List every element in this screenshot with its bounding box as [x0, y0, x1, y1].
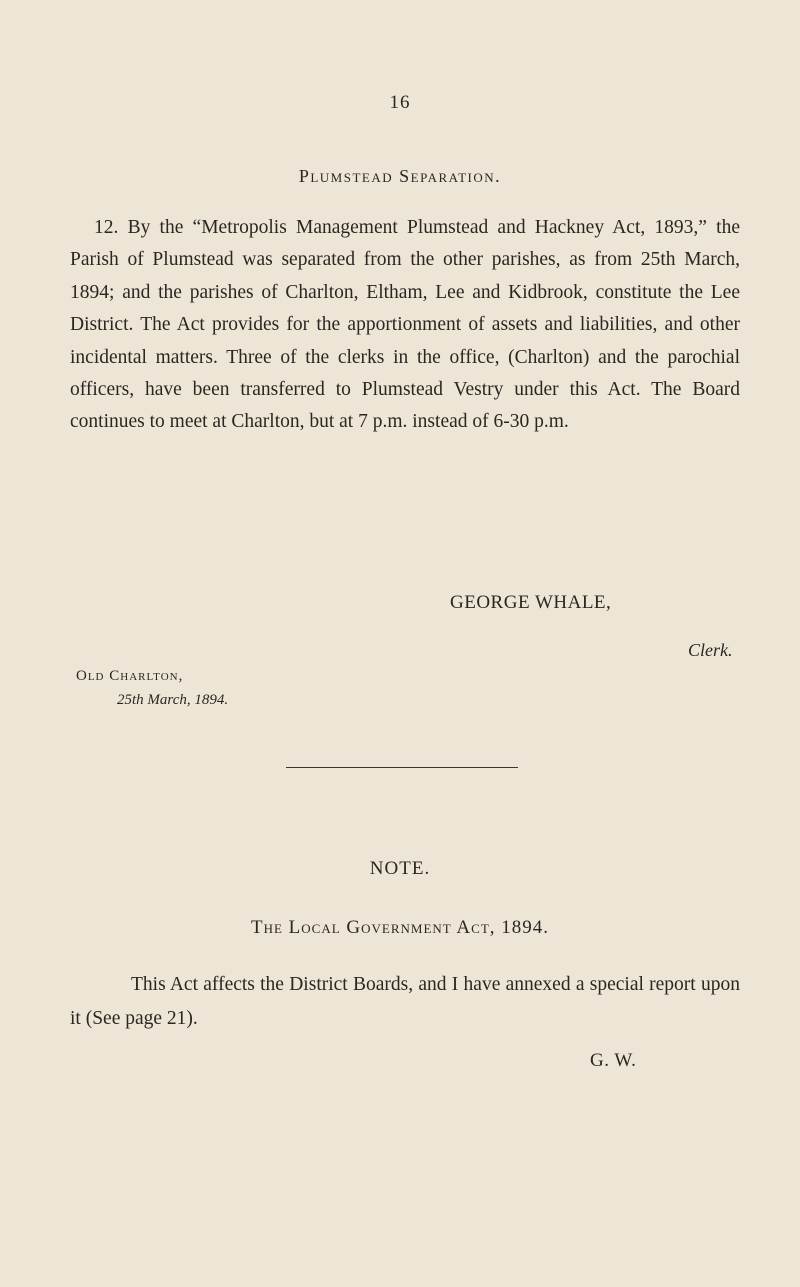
section-divider	[286, 767, 518, 768]
act-title: The Local Government Act, 1894.	[250, 917, 550, 938]
page-number: 16	[389, 92, 411, 113]
signatory-name: GEORGE WHALE,	[450, 592, 612, 613]
signature-place: Old Charlton,	[76, 668, 184, 684]
signature-date: 25th March, 1894.	[117, 692, 229, 708]
note-paragraph: This Act affects the District Boards, and I have annexed a special report upon it (See page 21).	[70, 974, 740, 1029]
note-heading: NOTE.	[369, 858, 431, 879]
signatory-title: Clerk.	[688, 640, 733, 660]
section-heading: Plumstead Separation.	[298, 166, 502, 186]
note-initials: G. W.	[590, 1050, 637, 1071]
body-paragraph: 12. By the “Metropolis Management Plumstead and Hackney Act, 1893,” the Parish of Plumstead was separated from the other parishes, as from 25th March, 1894; and the parishes of Charlton, Eltham, Lee and Kidbrook, constitute the Lee District. The Act provides for the apportionment of assets and liabilities, and other incidental matters. Three of the clerks in the office, (Charlton) and the parochial officers, have been transferred to Plumstead Vestry under this Act. The Board continues to meet at Charlton, but at 7 p.m. instead of 6-30 p.m.	[70, 217, 740, 433]
